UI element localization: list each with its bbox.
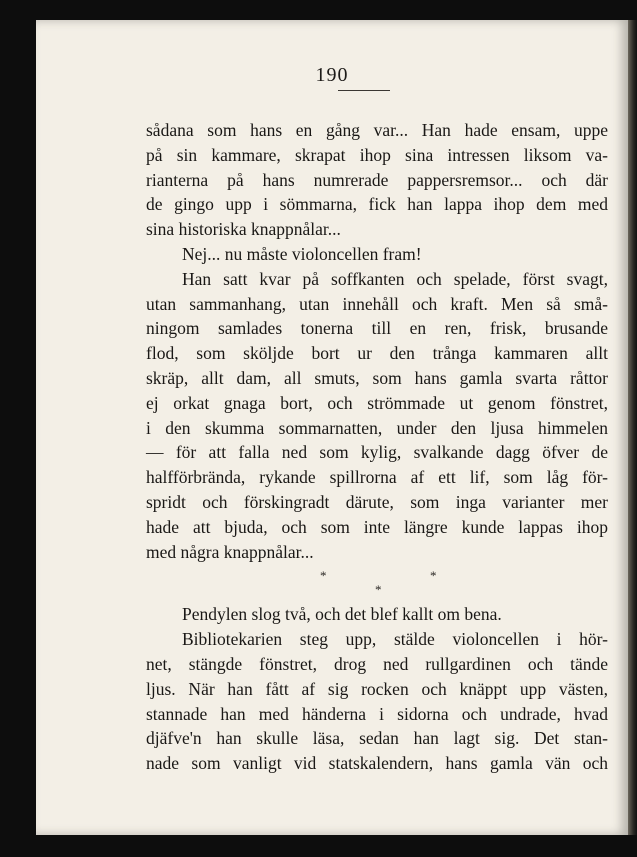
- text-line: Bibliotekarien steg upp, stälde violoncellen i hör-: [182, 629, 608, 650]
- text-line: stannade han med händerna i sidorna och undrade, hvad: [146, 703, 608, 724]
- text-line: med några knappnålar...: [146, 541, 314, 562]
- body-text: [146, 118, 608, 776]
- text-line: sådana som hans en gång var... Han hade ensam, uppe: [146, 120, 608, 140]
- page-edge-shadow: [628, 20, 637, 835]
- text-line: halfförbrända, rykande spillrorna af ett lif, som låg för-: [146, 467, 608, 488]
- asterism-star: *: [375, 582, 382, 598]
- book-page: [36, 20, 628, 835]
- text-line: utan sammanhang, utan innehåll och kraft. Men så små-: [146, 293, 608, 314]
- asterism-separator: [146, 564, 608, 602]
- text-line: i den skumma sommarnatten, under den ljusa himmelen: [146, 417, 608, 438]
- page-number-rule: [338, 90, 390, 91]
- text-line: net, stängde fönstret, drog ned rullgardinen och tände: [146, 653, 608, 674]
- text-line: ningom samlades tonerna till en ren, frisk, brusande: [146, 318, 608, 339]
- asterism-star: *: [320, 568, 327, 584]
- asterism-star: *: [430, 568, 437, 584]
- text-line: djäfve'n han skulle läsa, sedan han lagt sig. Det stan-: [146, 728, 608, 749]
- text-line: nade som vanligt vid statskalendern, hans gamla vän och: [146, 753, 608, 774]
- text-line: ej orkat gnaga bort, och strömmade ut genom fönstret,: [146, 392, 608, 413]
- text-line: på sin kammare, skrapat ihop sina intressen liksom va-: [146, 144, 608, 165]
- text-line: Pendylen slog två, och det blef kallt om bena.: [182, 604, 502, 625]
- text-line: spridt och förskingradt därute, som inga varianter mer: [146, 491, 608, 512]
- text-line: skräp, allt dam, all smuts, som hans gamla svarta råttor: [146, 367, 608, 388]
- text-line: ljus. När han fått af sig rocken och knäppt upp västen,: [146, 678, 608, 699]
- text-line: rianterna på hans numrerade pappersremsor... och där: [146, 169, 608, 190]
- text-line: Han satt kvar på soffkanten och spelade, först svagt,: [182, 268, 608, 289]
- text-line: flod, som sköljde bort ur den trånga kammaren allt: [146, 343, 608, 364]
- text-line: hade att bjuda, och som inte längre kunde lappas ihop: [146, 516, 608, 537]
- text-line: Nej... nu måste violoncellen fram!: [182, 243, 422, 264]
- text-line: sina historiska knappnålar...: [146, 219, 341, 240]
- page-number: 190: [315, 64, 349, 86]
- text-line: de gingo upp i sömmarna, fick han lappa ihop dem med: [146, 194, 608, 215]
- text-line: — för att falla ned som kylig, svalkande dagg öfver de: [146, 442, 608, 463]
